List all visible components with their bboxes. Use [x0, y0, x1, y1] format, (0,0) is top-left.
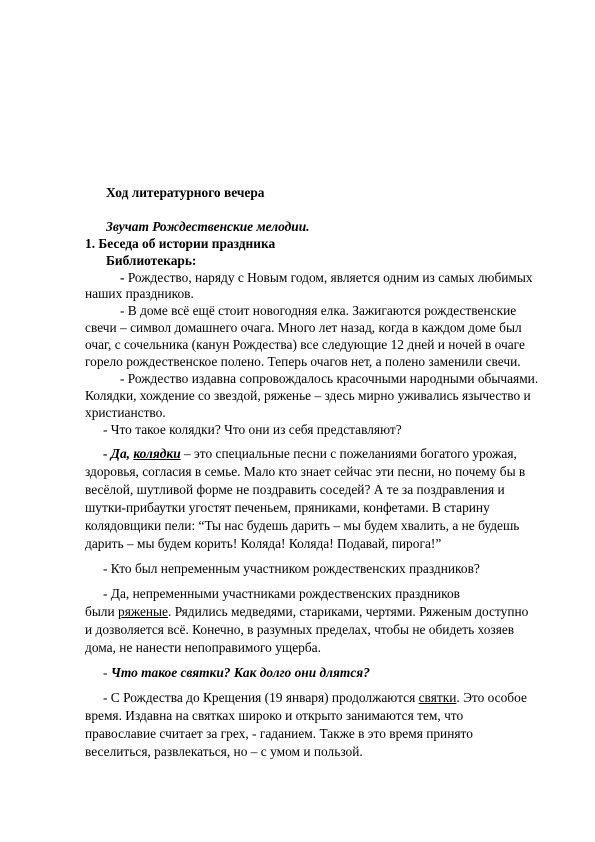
- question-2: - Кто был непременным участником рождественских праздников?: [103, 561, 480, 576]
- question-3: - Что такое святки? Как долго они длятся?: [103, 665, 370, 680]
- paragraph-3-line-3: христианство.: [85, 405, 166, 420]
- event-heading: Ход литературного вечера: [106, 185, 265, 200]
- answer-1-line-1: - Да, колядки – это специальные песни с пожеланиями богатого урожая,: [103, 446, 517, 461]
- answer-3-line-1: - С Рождества до Крещения (19 января) продолжаются святки. Это особое: [103, 690, 527, 705]
- paragraph-3-line-1: - Рождество издавна сопровождалось красочными народными обычаями.: [120, 371, 539, 386]
- answer-2-line-2: были ряженые. Рядились медведями, стариками, чертями. Ряженым доступно: [85, 604, 529, 619]
- paragraph-2-line-4: горело рождественское полено. Теперь очагов нет, а полено заменили свечи.: [85, 354, 521, 369]
- melodies-note: Звучат Рождественские мелодии.: [106, 219, 310, 234]
- section-heading-1: 1. Беседа об истории праздника: [85, 236, 276, 251]
- paragraph-2-line-2: свечи – символ домашнего очага. Много лет назад, когда в каждом доме был: [85, 320, 522, 335]
- answer-1-line-4: шутки-прибаутки угостят печеньем, пряниками, конфетами. В старину: [85, 500, 490, 515]
- term-riazhenye: ряженые: [118, 604, 168, 619]
- answer-3-line-4: веселиться, развлекаться, но – с умом и пользой.: [85, 744, 363, 759]
- paragraph-2-line-1: - В доме всё ещё стоит новогодняя елка. Зажигаются рождественские: [120, 303, 517, 318]
- answer-3-line-3: православие считает за грех, - гаданием. Также в это время принято: [85, 726, 473, 741]
- answer-1-line-6: дарить – мы будем корить! Коляда! Коляда! Подавай, пирога!”: [85, 536, 442, 551]
- paragraph-3-line-2: Колядки, хождение со звездой, ряженье – здесь мирно уживались язычество и: [85, 388, 531, 403]
- speaker-label: Библиотекарь:: [106, 253, 197, 268]
- paragraph-1-line-1: - Рождество, наряду с Новым годом, является одним из самых любимых: [120, 270, 533, 285]
- question-1: - Что такое колядки? Что они из себя представляют?: [103, 422, 402, 437]
- answer-3-line-2: время. Издавна на святках широко и открыто занимаются тем, что: [85, 708, 464, 723]
- answer-1-line-5: колядовщики пели: “Ты нас будешь дарить – мы будем хвалить, а не будешь: [85, 518, 520, 533]
- paragraph-1-line-2: наших праздников.: [85, 286, 194, 301]
- answer-1-line-2: здоровья, согласия в семье. Мало кто знает сейчас эти песни, но почему бы в: [85, 464, 526, 479]
- answer-2-line-4: дома, не нанести непоправимого ущерба.: [85, 640, 321, 655]
- paragraph-2-line-3: очаг, с сочельника (канун Рождества) все следующие 12 дней и ночей в очаге: [85, 337, 525, 352]
- answer-1-line-3: весёлой, шутливой форме не поздравить соседей? А те за поздравления и: [85, 482, 505, 497]
- term-sviatki: святки: [418, 690, 457, 705]
- answer-2-line-3: и дозволяется всё. Конечно, в разумных пределах, чтобы не обидеть хозяев: [85, 622, 515, 637]
- answer-2-line-1: - Да, непременными участниками рождественских праздников: [103, 586, 461, 601]
- term-koliadki: колядки: [133, 446, 181, 461]
